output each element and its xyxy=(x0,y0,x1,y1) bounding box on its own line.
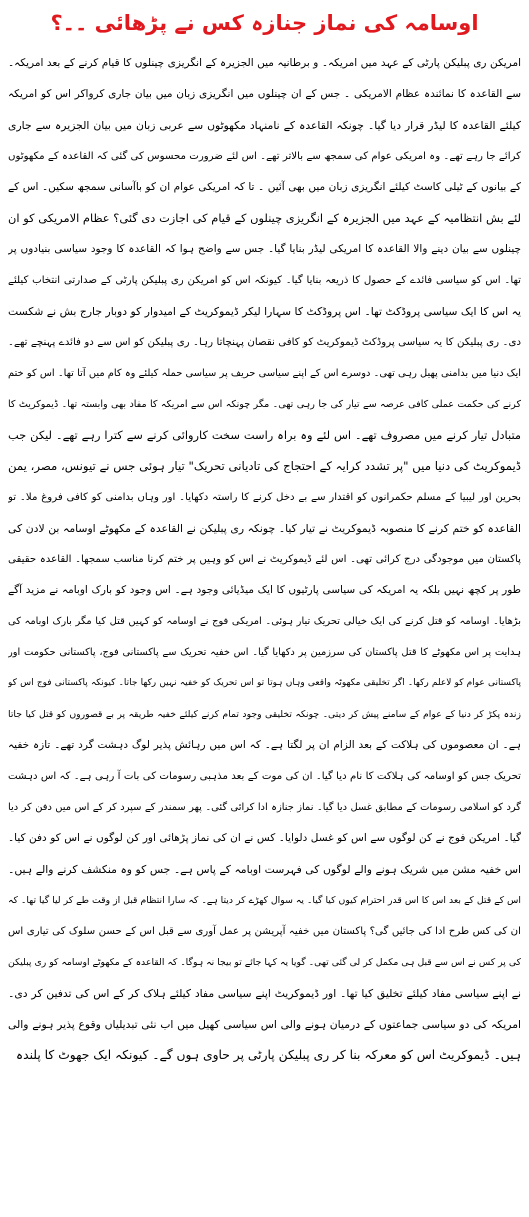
article-line: کے بیانوں کے ٹیلی کاسٹ کیلئے انگریزی زبان میں بھی آئیں ۔ تا کہ امریکی عوام ان کو باآسانی سمجھ سکیں۔ اس کے xyxy=(8,181,521,193)
article-line: بڑھایا۔ اوسامہ کو قتل کرنے کی ایک خیالی تحریک تیار ہوئی۔ امریکی فوج نے اوسامہ کو کہیں قتل کیا مگر بارک اوبامہ کی xyxy=(8,616,521,627)
article-line: اس کے قتل کے بعد اس کا اس قدر احترام کیوں کیا گیا۔ یہ سوال کھڑے کر دیتا ہے۔ کہ سارا انتظام قبل از وقت طے کر لیا گیا تھا۔ کہ xyxy=(8,895,521,906)
article-line: دی۔ ری پبلیکن کا یہ سیاسی پروڈکٹ ڈیموکریٹ کو کافی نقصان پہنچاتا رہا۔ ری پبلیکن کو اس سے دو فائدے پہنچے تھے۔ xyxy=(8,337,521,348)
article-line: لئے بش انتظامیہ کے عہد میں الجزیرہ کے انگریزی چینلوں کے قیام کی اجازت دی گئی؟ عظام الامریکی کو ان xyxy=(8,211,521,225)
article-title: اوسامہ کی نماز جنازہ کس نے پڑھائی ۔۔؟ xyxy=(50,11,479,35)
article-line: بحرین اور لیبیا کے مسلم حکمرانوں کو اقتدار سے بے دخل کرنے کا راستہ دکھایا۔ اور وہاں بدامنی کو کافی فروغ ملا۔ تو xyxy=(8,492,521,503)
article-line: امریکہ کی دو سیاسی جماعتوں کے درمیان ہونے والی اس سیاسی کھیل میں اب نئی تبدیلیاں وقوع پذیر ہونے والی xyxy=(8,1018,521,1031)
article-line: القاعدہ کو ختم کرنے کا منصوبہ ڈیموکریٹ نے تیار کیا۔ چونکہ ری پبلیکن نے القاعدہ کے مکھوٹے اوسامہ بن لادن کی xyxy=(8,522,521,535)
article-line: گرد کو اسلامی رسومات کے مطابق غسل دیا گیا۔ نماز جنازہ ادا کرائی گئی۔ پھر سمندر کے سپرد کر کے اس میں دفن کر دیا xyxy=(8,802,521,813)
article-line: سے القاعدہ کا نمائندہ عظام الامریکی ۔ جس کے ان چینلوں میں انگریزی زبان میں بیان جاری کرواکر اس کو امریکہ xyxy=(8,88,521,100)
article-line: کرائے جا رہے تھے۔ وہ امریکی عوام کی سمجھ سے بالاتر تھے۔ اس لئے ضرورت محسوس کی گئی کہ القاعدہ کے مکھوٹوں xyxy=(8,151,521,162)
article-line: پاکستان میں موجودگی درج کرائی تھی۔ اس لئے ڈیموکریٹ نے اس کو وہیں پر ختم کرنا مناسب سمجھا۔ القاعدہ حقیقی xyxy=(8,554,521,565)
article-line: تحریک جس کو اوسامہ کی ہلاکت کا نام دیا گیا۔ ان کی موت کے بعد مذہبی رسومات کی بات آ رہی ہے۔ کہ اس دہشت xyxy=(8,771,521,782)
article-line: پاکستانی عوام کو لاعلم رکھا۔ اگر تخلیقی مکھوٹہ واقعی وہاں ہوتا تو اس تحریک کو خفیہ نہیں رکھا جاتا۔ کیونکہ پاکستانی فوج اس کو xyxy=(8,678,521,688)
article-line: ہدایت پر اس مکھوٹے کا قتل پاکستان کی سرزمین پر دکھایا گیا۔ اس خفیہ تحریک سے پاکستانی فوج، پاکستانی حکومت اور xyxy=(8,647,521,658)
article-line: متبادل تیار کرنے میں مصروف تھے۔ اس لئے وہ براہ راست سخت کاروائی کرنے سے کترا رہے تھے۔ لیکن جب xyxy=(8,428,521,442)
article-line: ہے۔ ان معصوموں کی ہلاکت کے بعد الزام ان پر لگتا ہے۔ کہ اس میں رہائش پذیر لوگ دہشت گرد تھے۔ تازہ خفیہ xyxy=(8,739,521,751)
article-line: گیا۔ امریکن فوج نے کن لوگوں سے اس کو غسل دلوایا۔ کس نے ان کی نماز پڑھائی اور کن لوگوں نے اس کو دفن کیا۔ xyxy=(8,832,521,844)
article-line: اس خفیہ مشن میں شریک ہونے والے لوگوں کی فہرست اوبامہ کے پاس ہے۔ جس کو وہ منکشف کرنے والے ہیں۔ xyxy=(8,863,521,876)
article-line: زندہ پکڑ کر دنیا کے عوام کے سامنے پیش کر دیتی۔ چونکہ تخلیقی وجود تمام کرنے کیلئے خفیہ طریقہ پر بے قصوروں کو قتل کیا جاتا xyxy=(8,709,521,720)
article-line: ان کی کس طرح ادا کی جائیں گی؟ پاکستان میں خفیہ آپریشن پر عمل آوری سے قبل اس کے حسن سلوک کی تیاری اس xyxy=(8,926,521,937)
article-line: کیلئے القاعدہ کا لیڈر قرار دیا گیا۔ چونکہ القاعدہ کے نامنہاد مکھوٹوں سے عربی زبان میں بیان الجزیرہ سے جاری xyxy=(8,119,521,132)
article-line: کی پر کس نے اس سے قبل ہی مکمل کر لی گئی تھی۔ گویا یہ کہا جائے تو بیجا نہ ہوگا۔ کہ القاعدہ کے مکھوٹے اوسامہ کو ری پبلیکن xyxy=(8,957,521,968)
article-line: ہیں۔ ڈیموکریٹ اس کو معرکہ بنا کر ری پبلیکن پارٹی پر حاوی ہوں گے۔ کیونکہ ایک جھوٹ کا پلندہ xyxy=(15,1048,521,1062)
article-line: چینلوں سے بیان دینے والا القاعدہ کا امریکی لیڈر بنایا گیا۔ جس سے واضح ہوا کہ القاعدہ کا وجود سیاسی بنیادوں پر xyxy=(8,243,521,255)
article-line: طور پر کچھ نہیں بلکہ یہ امریکہ کی سیاسی پارٹیوں کا ایک میڈیائی وجود ہے۔ اس وجود کو بارک اوبامہ نے مزید آگے xyxy=(8,584,521,596)
article-line: امریکن ری پبلیکن پارٹی کے عہد میں امریکہ۔ و برطانیہ میں الجزیرہ کے انگریزی چینلوں کا قیام کرنے کے بعد امریکہ۔ xyxy=(8,57,521,69)
article-line: ایک دنیا میں بدامنی پھیل رہی تھی۔ دوسرے اس کے اپنے سیاسی حریف پر سیاسی حملہ کیلئے وہ کام میں آتا تھا۔ اس کو ختم xyxy=(8,368,521,379)
article-line: یہ اس کا ایک سیاسی پروڈکٹ تھا۔ اس پروڈکٹ کا سہارا لیکر ڈیموکریٹ کے امیدوار کو دوبار جارج بش نے شکست xyxy=(8,305,521,318)
article-line: ڈیموکریٹ کی دنیا میں "پر تشدد کرایہ کے احتجاج کی تادیانی تحریک" تیار ہوئی جس نے تیونس، مصر، یمن xyxy=(8,459,521,473)
article-line: کرنے کی حکمت عملی کافی عرصہ سے تیار کی جا رہی تھی۔ مگر چونکہ اس سے امریکہ کا مفاد بھی وابستہ تھا۔ ڈیموکریٹ کا xyxy=(8,399,521,410)
article-line: تھا۔ اس کو سیاسی فائدے کے حصول کا ذریعہ بنایا گیا۔ کیونکہ اس کو امریکن ری پبلیکن پارٹی کے صدارتی انتخاب کیلئے xyxy=(8,275,521,286)
article-line: نے اپنے سیاسی مفاد کیلئے تخلیق کیا تھا۔ اور ڈیموکریٹ اپنے سیاسی مفاد کیلئے ہلاک کر کے اس کی تدفین کر دی۔ xyxy=(8,987,521,1000)
article-body xyxy=(8,48,521,1071)
